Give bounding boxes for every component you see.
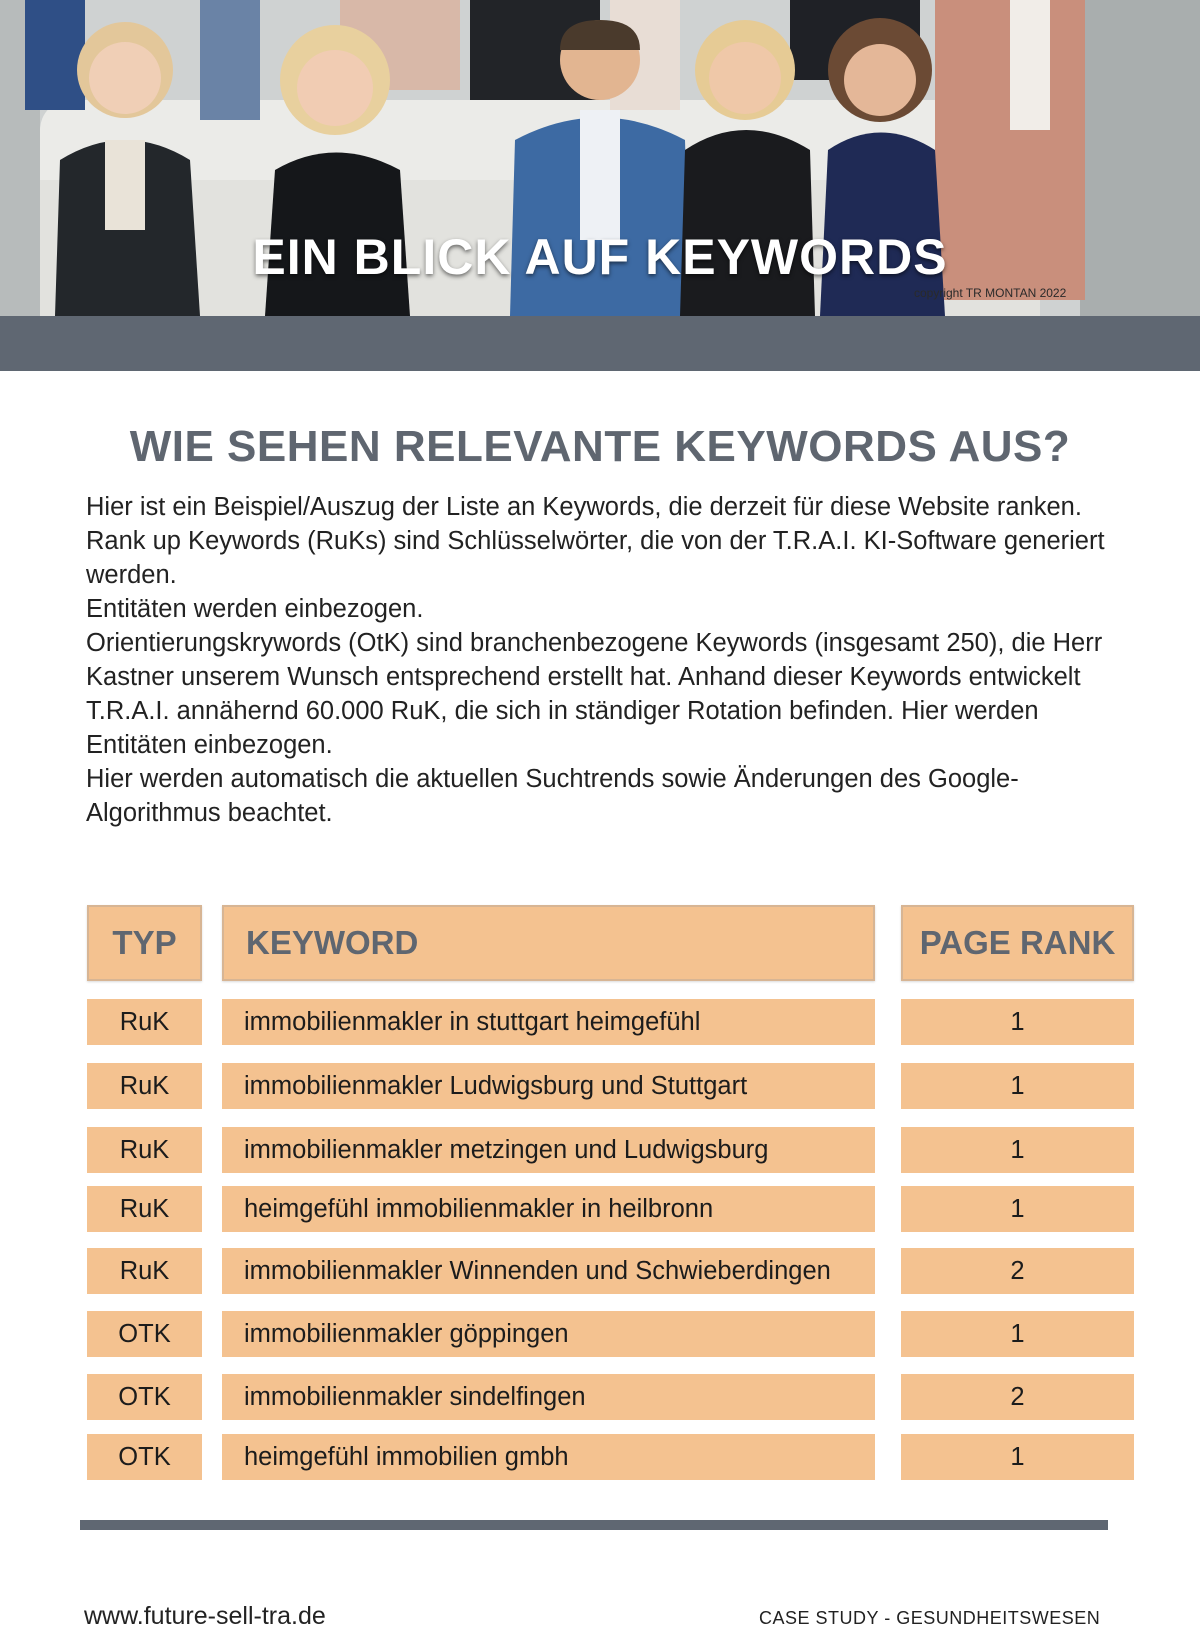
cell-typ: RuK xyxy=(87,1248,202,1294)
hero-banner xyxy=(0,0,1200,316)
cell-keyword: immobilienmakler Ludwigsburg und Stuttgart xyxy=(222,1063,875,1109)
cell-typ: RuK xyxy=(87,1186,202,1232)
footer-case-study-label: CASE STUDY - GESUNDHEITSWESEN xyxy=(759,1608,1101,1628)
cell-keyword: immobilienmakler in stuttgart heimgefühl xyxy=(222,999,875,1045)
header-keyword: KEYWORD xyxy=(222,905,875,981)
footer-website-link[interactable]: www.future-sell-tra.de xyxy=(84,1602,326,1630)
cell-rank: 1 xyxy=(901,1063,1134,1109)
intro-paragraph: Rank up Keywords (RuKs) sind Schlüsselwörter, die von der T.R.A.I. KI-Software generiert werden. xyxy=(86,527,1105,589)
header-band xyxy=(0,316,1200,371)
section-heading: WIE SEHEN RELEVANTE KEYWORDS AUS? xyxy=(129,422,1071,471)
cell-rank: 1 xyxy=(901,1434,1134,1480)
hero-title: EIN BLICK AUF KEYWORDS xyxy=(252,229,948,285)
cell-keyword: immobilienmakler sindelfingen xyxy=(222,1374,875,1420)
divider-rule xyxy=(80,1520,1108,1530)
cell-typ: OTK xyxy=(87,1434,202,1480)
cell-typ: RuK xyxy=(87,1127,202,1173)
header-page-rank: PAGE RANK xyxy=(901,905,1134,981)
cell-rank: 1 xyxy=(901,1186,1134,1232)
cell-typ: OTK xyxy=(87,1311,202,1357)
intro-paragraph: Orientierungskrywords (OtK) sind branchenbezogene Keywords (insgesamt 250), die Herr Kastner unserem Wunsch entsprechend erstellt hat. Anhand dieser Keywords entwickelt T.R.A.I. annähernd 60.000 RuK, die sich in ständiger Rotation befinden. Hier werden Entitäten einbezogen. xyxy=(86,629,1103,759)
cell-rank: 1 xyxy=(901,999,1134,1045)
intro-text xyxy=(86,490,1126,830)
cell-typ: RuK xyxy=(87,999,202,1045)
cell-rank: 1 xyxy=(901,1127,1134,1173)
cell-keyword: heimgefühl immobilien gmbh xyxy=(222,1434,875,1480)
cell-keyword: immobilienmakler göppingen xyxy=(222,1311,875,1357)
copyright-note: copyright TR MONTAN 2022 xyxy=(914,286,1067,300)
intro-paragraph: Hier ist ein Beispiel/Auszug der Liste an Keywords, die derzeit für diese Website ranken. xyxy=(86,493,1082,521)
header-typ: TYP xyxy=(87,905,202,981)
cell-keyword: heimgefühl immobilienmakler in heilbronn xyxy=(222,1186,875,1232)
cell-typ: RuK xyxy=(87,1063,202,1109)
cell-typ: OTK xyxy=(87,1374,202,1420)
cell-rank: 2 xyxy=(901,1374,1134,1420)
cell-rank: 1 xyxy=(901,1311,1134,1357)
intro-paragraph: Hier werden automatisch die aktuellen Suchtrends sowie Änderungen des Google-Algorithmus beachtet. xyxy=(86,765,1019,827)
cell-keyword: immobilienmakler metzingen und Ludwigsburg xyxy=(222,1127,875,1173)
cell-rank: 2 xyxy=(901,1248,1134,1294)
intro-paragraph: Entitäten werden einbezogen. xyxy=(86,595,424,623)
cell-keyword: immobilienmakler Winnenden und Schwieberdingen xyxy=(222,1248,875,1294)
